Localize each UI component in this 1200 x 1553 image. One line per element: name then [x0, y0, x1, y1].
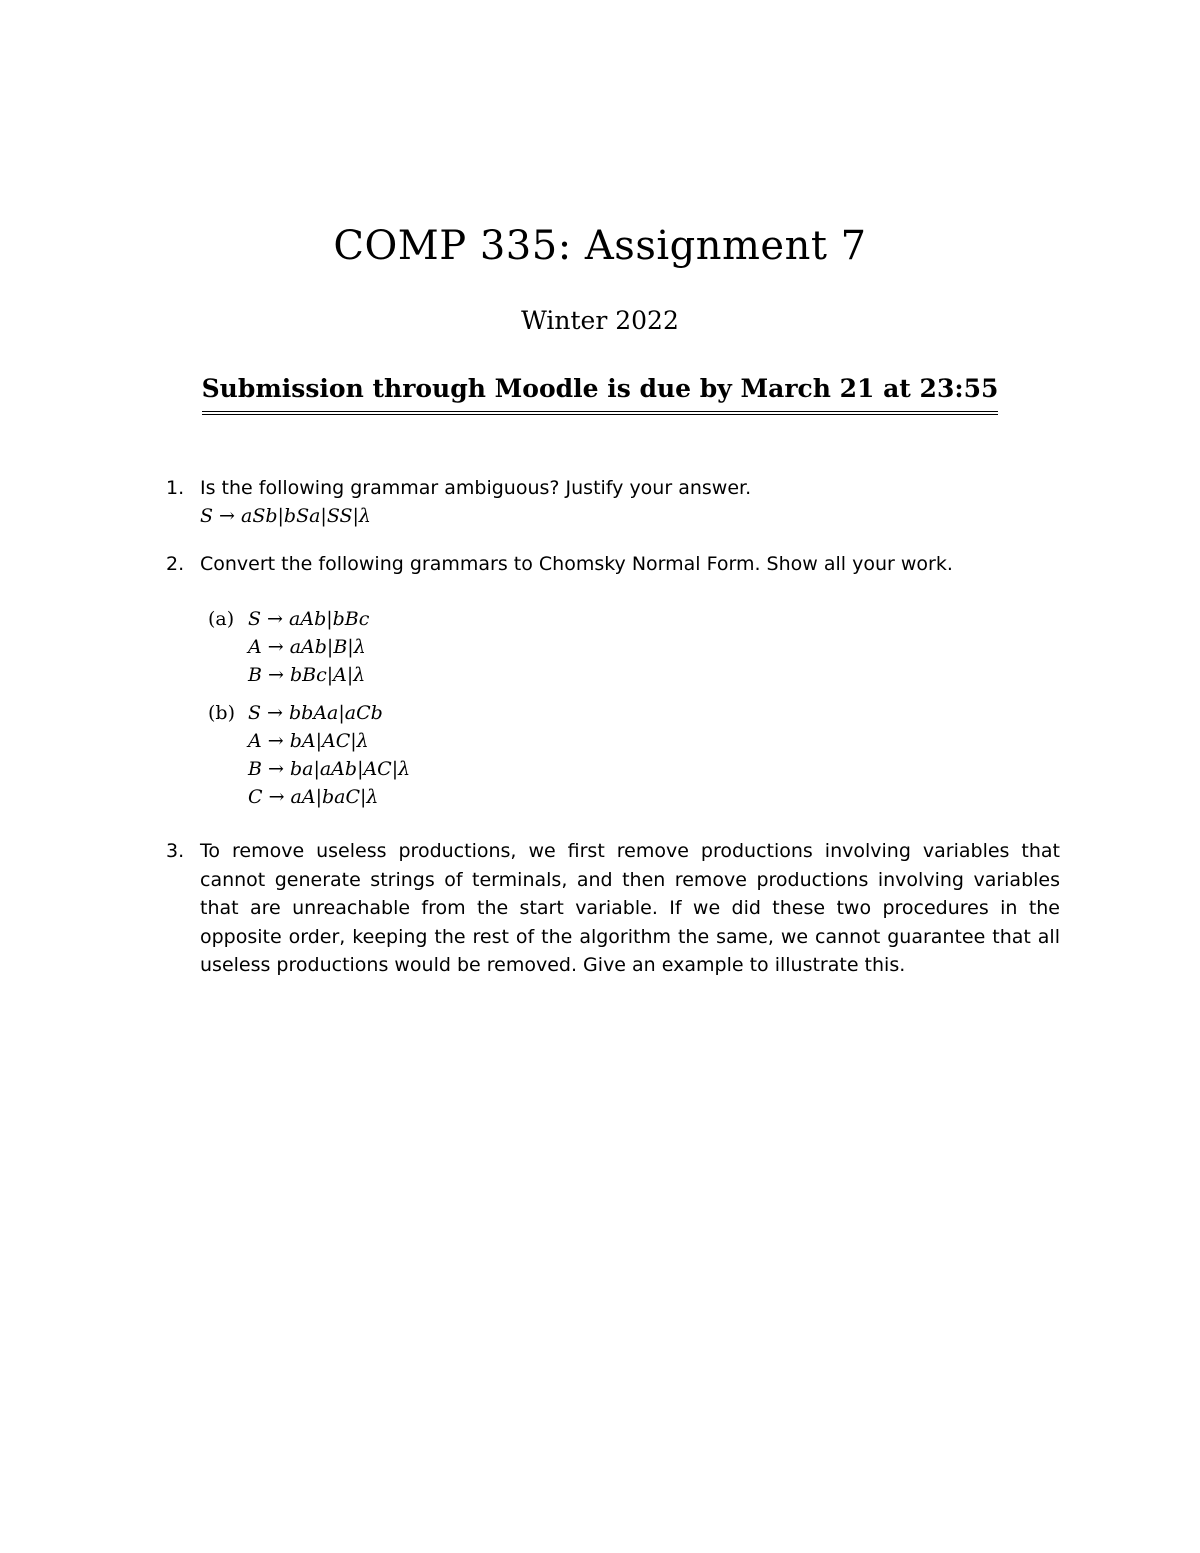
term-label: Winter 2022: [521, 306, 679, 335]
part-a-rule-3: B → bBc|A|λ: [248, 664, 366, 686]
part-b-rule-2: A → bA|AC|λ: [248, 730, 369, 752]
part-b-rule-4: C → aA|baC|λ: [248, 786, 379, 808]
question-3-number: 3.: [166, 840, 185, 862]
part-b-rule-3: B → ba|aAb|AC|λ: [248, 758, 411, 780]
part-b-rule-1: S → bbAa|aCb: [248, 702, 383, 724]
document-title: COMP 335: Assignment 7: [333, 223, 867, 269]
due-notice-wrap: [0, 373, 1200, 415]
part-b-label: (b): [208, 702, 235, 724]
question-1-number: 1.: [166, 477, 185, 499]
question-3-text: To remove useless productions, we first remove productions involving variables that cannot generate strings of terminals, and then remove productions involving variables that are unreachable from the start variable. If we did these two procedures in the opposite order, keeping the rest of the algorithm the same, we cannot guarantee that all useless productions would be removed. Give an example to illustrate this.: [200, 840, 1060, 977]
part-a-rule-1: S → aAb|bBc: [248, 608, 370, 630]
part-a-label: (a): [208, 608, 235, 630]
question-1-grammar: S → aSb|bSa|SS|λ: [200, 505, 371, 527]
part-a-rule-2: A → aAb|B|λ: [248, 636, 366, 658]
question-2-text: Convert the following grammars to Chomsky Normal Form. Show all your work.: [200, 553, 953, 575]
question-1-text: Is the following grammar ambiguous? Justify your answer.: [200, 477, 752, 499]
question-2-number: 2.: [166, 553, 185, 575]
due-notice: Submission through Moodle is due by March 21 at 23:55: [202, 373, 999, 415]
